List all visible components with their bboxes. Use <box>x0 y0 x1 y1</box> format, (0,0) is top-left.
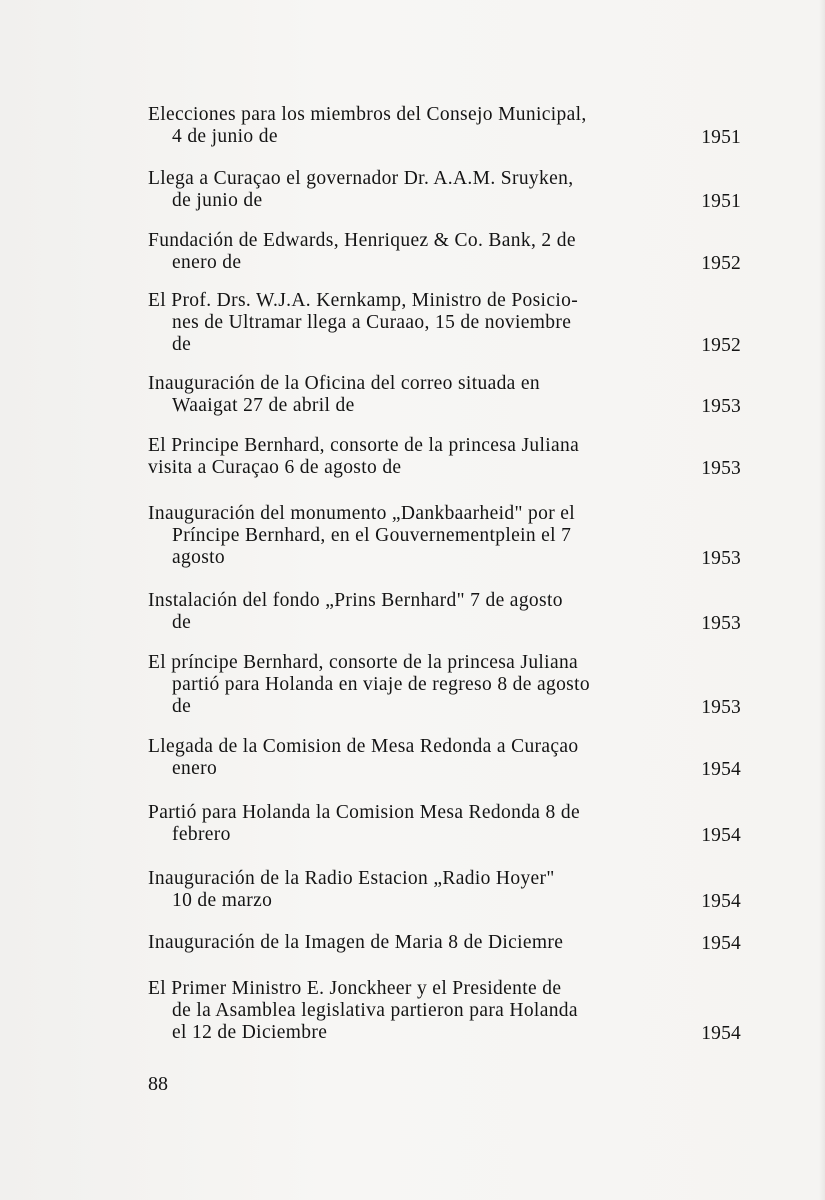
chronology-entry <box>148 932 743 954</box>
entry-year: 1953 <box>701 613 741 634</box>
entry-line: de <box>172 334 192 355</box>
entry-line: el 12 de Diciembre <box>172 1022 328 1043</box>
entry-line: Waaigat 27 de abril de <box>172 395 355 416</box>
entry-line: Instalación del fondo „Prins Bernhard" 7 de agosto <box>148 590 563 611</box>
entry-line: Príncipe Bernhard, en el Gouvernementplein el 7 <box>172 525 572 546</box>
entry-line: Inauguración de la Radio Estacion „Radio Hoyer" <box>148 868 555 889</box>
entry-year: 1952 <box>701 335 741 356</box>
entry-line: El Prof. Drs. W.J.A. Kernkamp, Ministro de Posicio- <box>148 290 579 311</box>
entry-year: 1954 <box>701 891 741 912</box>
chronology-entry <box>148 230 743 274</box>
entry-year: 1954 <box>701 1023 741 1044</box>
chronology-entry <box>148 104 743 148</box>
entry-line: partió para Holanda en viaje de regreso 8 de agosto <box>172 674 590 695</box>
chronology-entry <box>148 168 743 212</box>
entry-year: 1953 <box>701 396 741 417</box>
entry-line: Inauguración de la Oficina del correo situada en <box>148 373 541 394</box>
entry-line: El Primer Ministro E. Jonckheer y el Presidente de <box>148 978 562 999</box>
entry-line: nes de Ultramar llega a Curaao, 15 de noviembre <box>172 312 572 333</box>
entry-year: 1953 <box>701 458 741 479</box>
entry-line: Inauguración de la Imagen de Maria 8 de Diciemre <box>148 932 564 953</box>
entry-line: 10 de marzo <box>172 890 273 911</box>
chronology-entry <box>148 736 743 780</box>
entry-year: 1954 <box>701 759 741 780</box>
entry-line: Llegada de la Comision de Mesa Redonda a Curaçao <box>148 736 579 757</box>
chronology-entry <box>148 503 743 569</box>
entry-line: de <box>172 612 192 633</box>
entry-line: El príncipe Bernhard, consorte de la princesa Juliana <box>148 652 579 673</box>
page-edge-shadow <box>819 0 825 1200</box>
entry-line: enero de <box>172 252 242 273</box>
entry-line: febrero <box>172 824 231 845</box>
entry-year: 1953 <box>701 697 741 718</box>
chronology-entry <box>148 590 743 634</box>
chronology-entry <box>148 978 743 1044</box>
page-number: 88 <box>148 1073 168 1095</box>
chronology-entry <box>148 802 743 846</box>
chronology-entry <box>148 652 743 718</box>
entry-line: de junio de <box>172 190 263 211</box>
entry-year: 1954 <box>701 933 741 954</box>
entry-line: 4 de junio de <box>172 126 278 147</box>
entry-year: 1951 <box>701 191 741 212</box>
entry-line: Elecciones para los miembros del Consejo Municipal, <box>148 104 587 125</box>
entry-line: visita a Curaçao 6 de agosto de <box>148 457 402 478</box>
entry-year: 1953 <box>701 548 741 569</box>
chronology-entry <box>148 290 743 356</box>
entry-year: 1952 <box>701 253 741 274</box>
entry-line: El Principe Bernhard, consorte de la princesa Juliana <box>148 435 580 456</box>
entry-line: Partió para Holanda la Comision Mesa Redonda 8 de <box>148 802 580 823</box>
entry-line: de <box>172 696 192 717</box>
entry-line: Fundación de Edwards, Henriquez & Co. Bank, 2 de <box>148 230 576 251</box>
entry-line: Inauguración del monumento „Dankbaarheid" por el <box>148 503 576 524</box>
entry-year: 1951 <box>701 127 741 148</box>
entry-line: agosto <box>172 547 226 568</box>
chronology-entry <box>148 868 743 912</box>
entry-year: 1954 <box>701 825 741 846</box>
entry-line: Llega a Curaçao el governador Dr. A.A.M. Sruyken, <box>148 168 574 189</box>
entry-line: enero <box>172 758 218 779</box>
entry-line: de la Asamblea legislativa partieron para Holanda <box>172 1000 578 1021</box>
chronology-entry <box>148 373 743 417</box>
chronology-entry <box>148 435 743 479</box>
